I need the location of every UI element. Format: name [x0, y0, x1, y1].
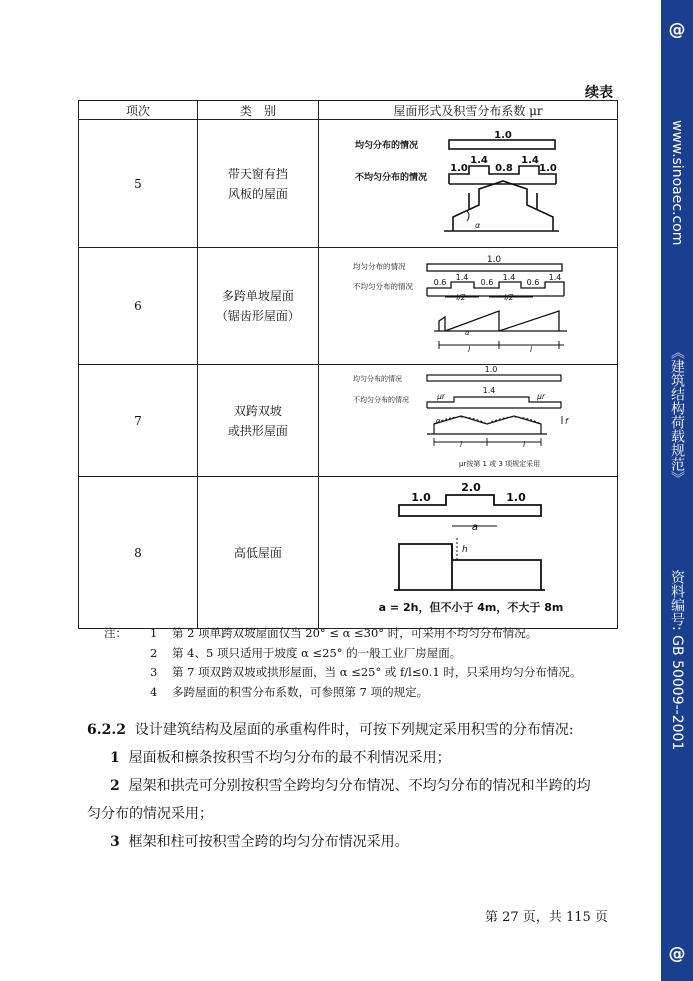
item-number: 8 — [79, 477, 198, 629]
arch-roof-outline — [434, 417, 541, 424]
header-category: 类 别 — [197, 101, 318, 120]
load-value: 1.4 — [521, 154, 539, 166]
note-number: 1 — [150, 626, 158, 640]
table-row — [79, 365, 618, 477]
coefficient-note: μr按第 1 或 3 项规定采用 — [458, 459, 541, 468]
table-notes — [104, 624, 581, 702]
note-number: 3 — [150, 665, 158, 679]
load-value: 2.0 — [461, 480, 481, 494]
category-line: 多跨单坡屋面 — [221, 289, 294, 303]
note-item — [104, 663, 581, 683]
notes-lead: 注： — [104, 626, 127, 640]
section-item — [87, 828, 622, 856]
width-label: a — [471, 521, 479, 533]
figure-cell — [318, 365, 617, 477]
monitor-roof-figure — [319, 121, 617, 247]
double-slope-roof-outline — [434, 416, 541, 434]
load-value: 1.4 — [482, 385, 496, 395]
nonuniform-load-block — [427, 282, 564, 296]
item-text: 屋面板和檩条按积雪不均匀分布的最不利情况采用； — [128, 750, 451, 766]
uniform-load-block — [427, 264, 562, 271]
nonuniform-label: 不均匀分布的情况 — [352, 281, 413, 291]
uniform-label: 均匀分布的情况 — [352, 374, 402, 383]
high-low-building-outline — [399, 544, 541, 590]
load-value: μr — [437, 391, 445, 401]
note-item — [104, 644, 581, 664]
angle-label: α — [435, 416, 441, 425]
category-line: 风板的屋面 — [227, 186, 288, 201]
note-text: 多跨屋面的积雪分布系数，可参照第 7 项的规定。 — [172, 684, 429, 699]
table-row — [79, 248, 618, 365]
span-label: l — [467, 344, 471, 354]
sidebar-at-symbol-top: @ — [668, 20, 686, 40]
nonuniform-label: 不均匀分布的情况 — [352, 395, 409, 404]
section-intro-text: 设计建筑结构及屋面的承重构件时，可按下列规定采用积雪的分布情况: — [134, 722, 574, 738]
note-item — [104, 624, 581, 644]
figure-cell — [318, 477, 617, 629]
monitor-roof-outline — [453, 181, 553, 231]
note-text: 第 7 项双跨双坡或拱形屋面，当 α ≤25° 或 f/l≤0.1 时，只采用均匀分布情况。 — [172, 665, 582, 679]
sidebar-site-url: www.sinoaec.com — [669, 120, 685, 246]
continued-label: 续表 — [585, 85, 613, 101]
item-number: 3 — [110, 834, 120, 850]
category-cell — [197, 477, 318, 629]
note-text: 第 2 项单跨双坡屋面仅当 20° ≤ α ≤30° 时，可采用不均匀分布情况。 — [172, 626, 538, 640]
uniform-label: 均匀分布的情况 — [352, 261, 406, 271]
width-formula: a = 2h，但不小于 4m，不大于 8m — [378, 600, 564, 614]
category-line: 高低屋面 — [233, 545, 282, 560]
high-low-roof-figure — [319, 478, 617, 628]
category-line: 或拱形屋面 — [227, 423, 288, 438]
uniform-value: 1.0 — [484, 365, 498, 374]
header-roof-form: 屋面形式及积雪分布系数 μr — [318, 101, 617, 120]
load-value: 0.6 — [433, 277, 447, 287]
sawtooth-roof-outline — [439, 311, 559, 331]
double-span-roof-figure — [319, 366, 617, 476]
rise-label: f — [564, 416, 568, 426]
load-value: 1.0 — [506, 490, 526, 504]
section-intro — [87, 716, 622, 744]
note-text: 第 4、5 项只适用于坡度 α ≤25° 的一般工业厂房屋面。 — [172, 645, 462, 660]
uniform-label: 均匀分布的情况 — [354, 140, 418, 151]
load-value: 1.0 — [539, 162, 557, 174]
item-number: 6 — [79, 248, 198, 365]
half-span-label: l/2 — [504, 292, 514, 302]
note-number: 2 — [150, 645, 158, 660]
load-value: μr — [537, 391, 545, 401]
item-text: 屋架和拱壳可分别按积雪全跨均匀分布情况、不均匀分布的情况和半跨的均 — [128, 778, 591, 794]
sidebar-at-symbol-bottom: @ — [668, 944, 686, 964]
sidebar-book-title: 《建筑结构荷载规范》 — [669, 345, 685, 485]
sidebar-document-code: 资料编号: GB 50009--2001 — [669, 570, 685, 751]
load-value: 0.8 — [495, 162, 513, 174]
angle-arc — [467, 211, 469, 221]
section-item — [87, 744, 622, 772]
uniform-value: 1.0 — [486, 254, 502, 265]
load-value: 0.6 — [480, 277, 494, 287]
item-text: 框架和柱可按积雪全跨的均匀分布情况采用。 — [128, 834, 409, 850]
note-item — [104, 683, 581, 703]
half-span-label: l/2 — [456, 292, 466, 302]
load-value: 0.6 — [526, 277, 540, 287]
angle-label: α — [464, 328, 470, 337]
load-value: 1.0 — [450, 162, 468, 174]
table-header-row — [79, 101, 618, 120]
table-row — [79, 477, 618, 629]
uniform-load-block — [449, 140, 555, 149]
category-line: 双跨双坡 — [233, 403, 282, 418]
item-number: 7 — [79, 365, 198, 477]
table-row — [79, 120, 618, 248]
figure-cell — [318, 248, 617, 365]
height-label: h — [461, 544, 468, 555]
section-item-continuation: 匀分布的情况采用； — [87, 806, 213, 822]
item-number: 2 — [110, 778, 120, 794]
load-value: 1.4 — [502, 272, 516, 282]
uniform-load-block — [427, 375, 561, 381]
section-number: 6.2.2 — [87, 722, 126, 738]
item-number: 1 — [110, 750, 120, 766]
category-cell — [197, 248, 318, 365]
snow-distribution-table — [78, 100, 618, 629]
category-line: （锯齿形屋面） — [215, 309, 300, 323]
category-line: 带天窗有挡 — [227, 166, 288, 181]
uniform-value: 1.0 — [494, 129, 512, 141]
section-6-2-2 — [87, 716, 622, 856]
load-value: 1.4 — [455, 272, 469, 282]
load-value: 1.4 — [470, 154, 488, 166]
load-value: 1.0 — [411, 490, 431, 504]
header-item-no: 项次 — [79, 101, 198, 120]
span-label: l — [529, 344, 533, 354]
item-number: 5 — [79, 120, 198, 248]
angle-label: α — [474, 220, 481, 230]
page-footer: 第 27 页，共 115 页 — [485, 910, 608, 925]
sawtooth-roof-figure — [319, 249, 617, 364]
section-item — [87, 772, 622, 800]
span-label: l — [459, 439, 463, 449]
category-cell — [197, 365, 318, 477]
span-label: l — [522, 439, 526, 449]
note-number: 4 — [150, 684, 158, 699]
nonuniform-label: 不均匀分布的情况 — [354, 172, 427, 183]
load-value: 1.4 — [548, 272, 562, 282]
category-cell — [197, 120, 318, 248]
figure-cell — [318, 120, 617, 248]
